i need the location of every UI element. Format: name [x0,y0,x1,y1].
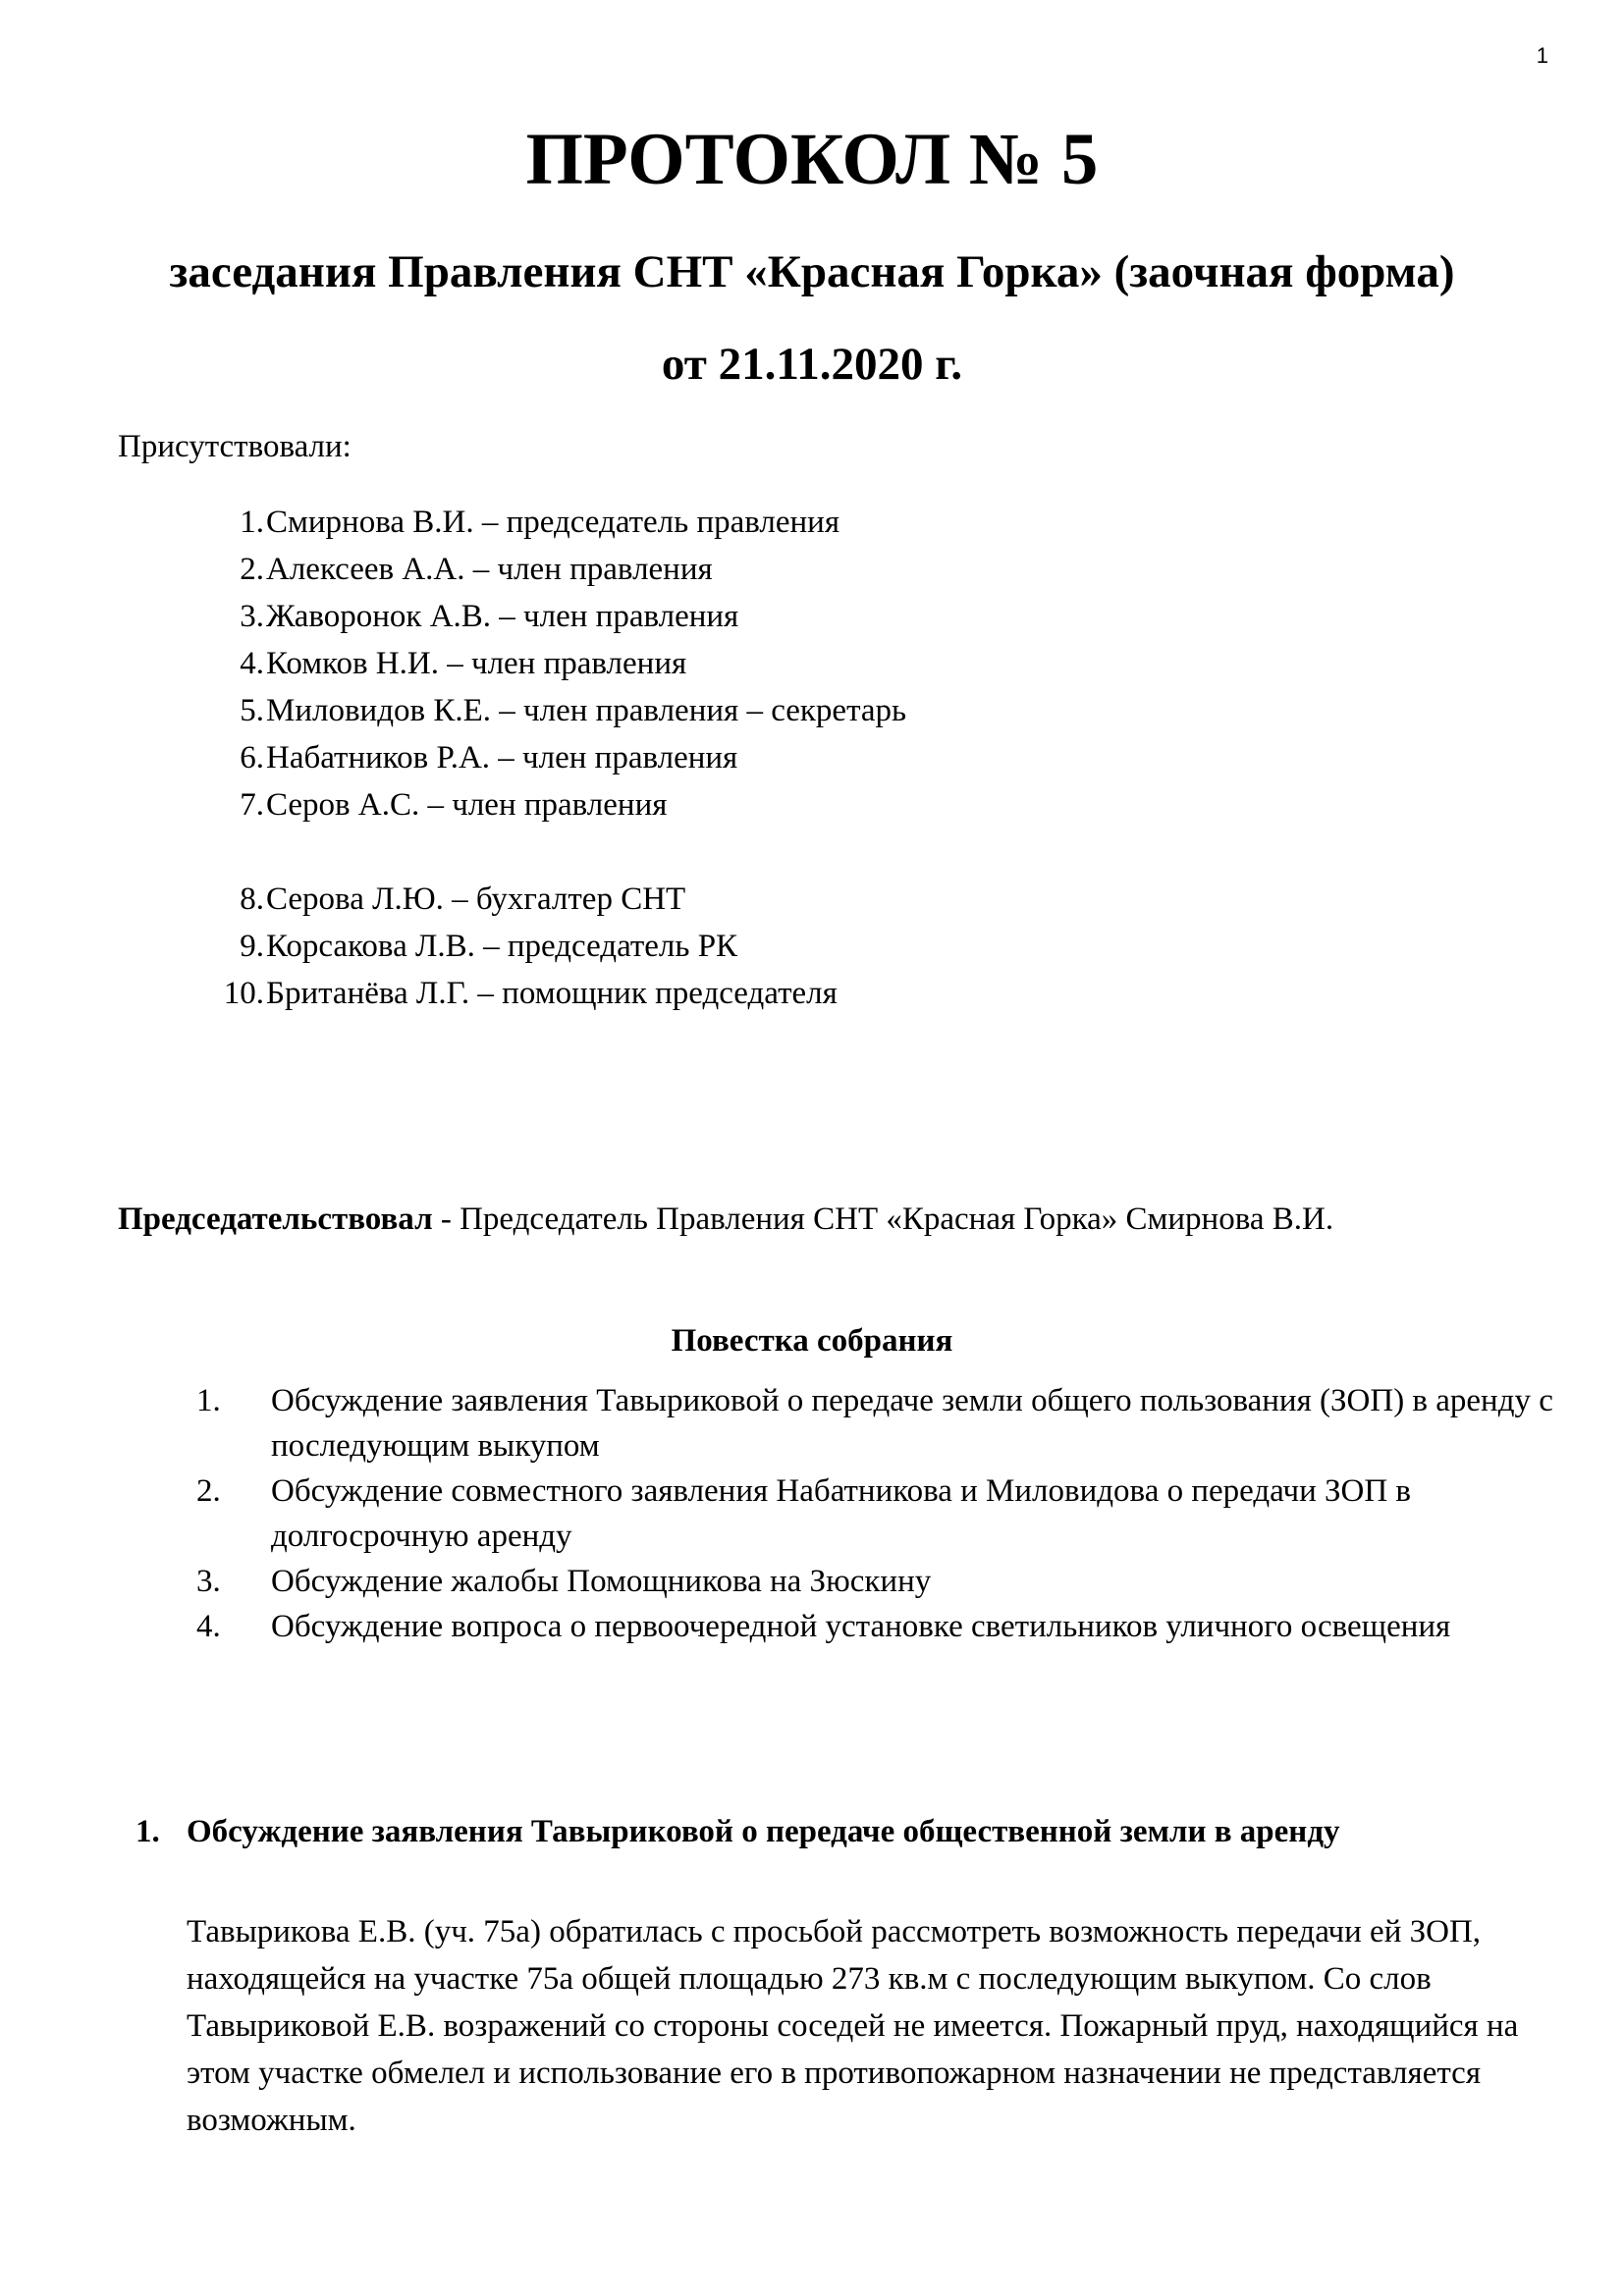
attendee-text: Серова Л.Ю. – бухгалтер СНТ [266,881,686,917]
agenda-text: Обсуждение заявления Тавыриковой о передаче земли общего пользования (ЗОП) в аренду с последующим выкупом [271,1383,1553,1464]
section-number: 1. [135,1814,160,1849]
attendee-item [201,640,906,687]
attendee-number: 10. [223,976,264,1011]
attendee-number: 6. [240,740,264,775]
section-1-body [187,1908,1561,2144]
attendee-text: Комков Н.И. – член правления [266,646,687,681]
document-title: ПРОТОКОЛ № 5 [525,119,1099,200]
agenda-number: 4. [196,1609,221,1644]
attendee-text: Набатников Р.А. – член правления [266,740,738,775]
attendee-text: Жаворонок А.В. – член правления [266,599,739,634]
section-title: Обсуждение заявления Тавыриковой о передаче общественной земли в аренду [187,1814,1340,1849]
attendee-number: 2. [240,552,264,587]
agenda-text: Обсуждение вопроса о первоочередной установке светильников уличного освещения [271,1609,1451,1644]
chairperson-line [118,1200,1333,1239]
attendee-item [201,546,906,593]
agenda-item [196,1378,1571,1468]
attendees-list-guests [201,876,838,1017]
attendee-item [201,970,838,1017]
chairperson-label: Председательствовал [118,1201,433,1237]
agenda-number: 2. [196,1473,221,1509]
chairperson-text: - Председатель Правления СНТ «Красная Горка» Смирнова В.И. [432,1201,1334,1237]
attendee-number: 7. [240,787,264,823]
attendee-number: 4. [240,646,264,681]
attendee-item [201,734,906,781]
attendee-number: 1. [240,505,264,540]
document-date: от 21.11.2020 г. [661,339,963,390]
attendee-number: 8. [240,881,264,917]
agenda-text: Обсуждение совместного заявления Набатникова и Миловидова о передачи ЗОП в долгосрочную аренду [271,1473,1412,1554]
agenda-text: Обсуждение жалобы Помощникова на Зюскину [271,1564,932,1599]
present-label: Присутствовали: [118,429,352,464]
attendee-text: Британёва Л.Г. – помощник председателя [266,976,838,1011]
attendee-item [201,781,906,828]
attendee-item [201,593,906,640]
attendee-item [201,876,838,923]
attendee-number: 5. [240,693,264,728]
attendee-item [201,923,838,970]
agenda-number: 3. [196,1564,221,1599]
attendee-text: Смирнова В.И. – председатель правления [266,505,840,540]
attendee-item [201,687,906,734]
agenda-list [196,1378,1571,1649]
document-subtitle: заседания Правления СНТ «Красная Горка» (заочная форма) [169,246,1455,297]
attendees-list-board [201,499,906,828]
attendee-text: Корсакова Л.В. – председатель РК [266,929,738,964]
attendee-text: Алексеев А.А. – член правления [266,552,713,587]
page-number: 1 [1536,43,1548,68]
attendee-text: Миловидов К.Е. – член правления – секретарь [266,693,907,728]
attendee-number: 9. [240,929,264,964]
agenda-item [196,1468,1571,1559]
attendee-text: Серов А.С. – член правления [266,787,668,823]
agenda-title: Повестка собрания [671,1323,953,1359]
attendee-item [201,499,906,546]
section-1-heading [135,1812,1340,1851]
agenda-number: 1. [196,1383,221,1418]
agenda-item [196,1559,1571,1604]
agenda-item [196,1604,1571,1649]
attendee-number: 3. [240,599,264,634]
section-paragraph: Тавырикова Е.В. (уч. 75а) обратилась с просьбой рассмотреть возможность передачи ей ЗОП, находящейся на участке 75а общей площадью 273 кв.м с последующим выкупом. Со слов Тавыриковой Е.В. возражений со стороны соседей не имеется. Пожарный пруд, находящийся на этом участке обмелел и использование его в противопожарном назначении не представляется возможным. [187,1914,1519,2138]
